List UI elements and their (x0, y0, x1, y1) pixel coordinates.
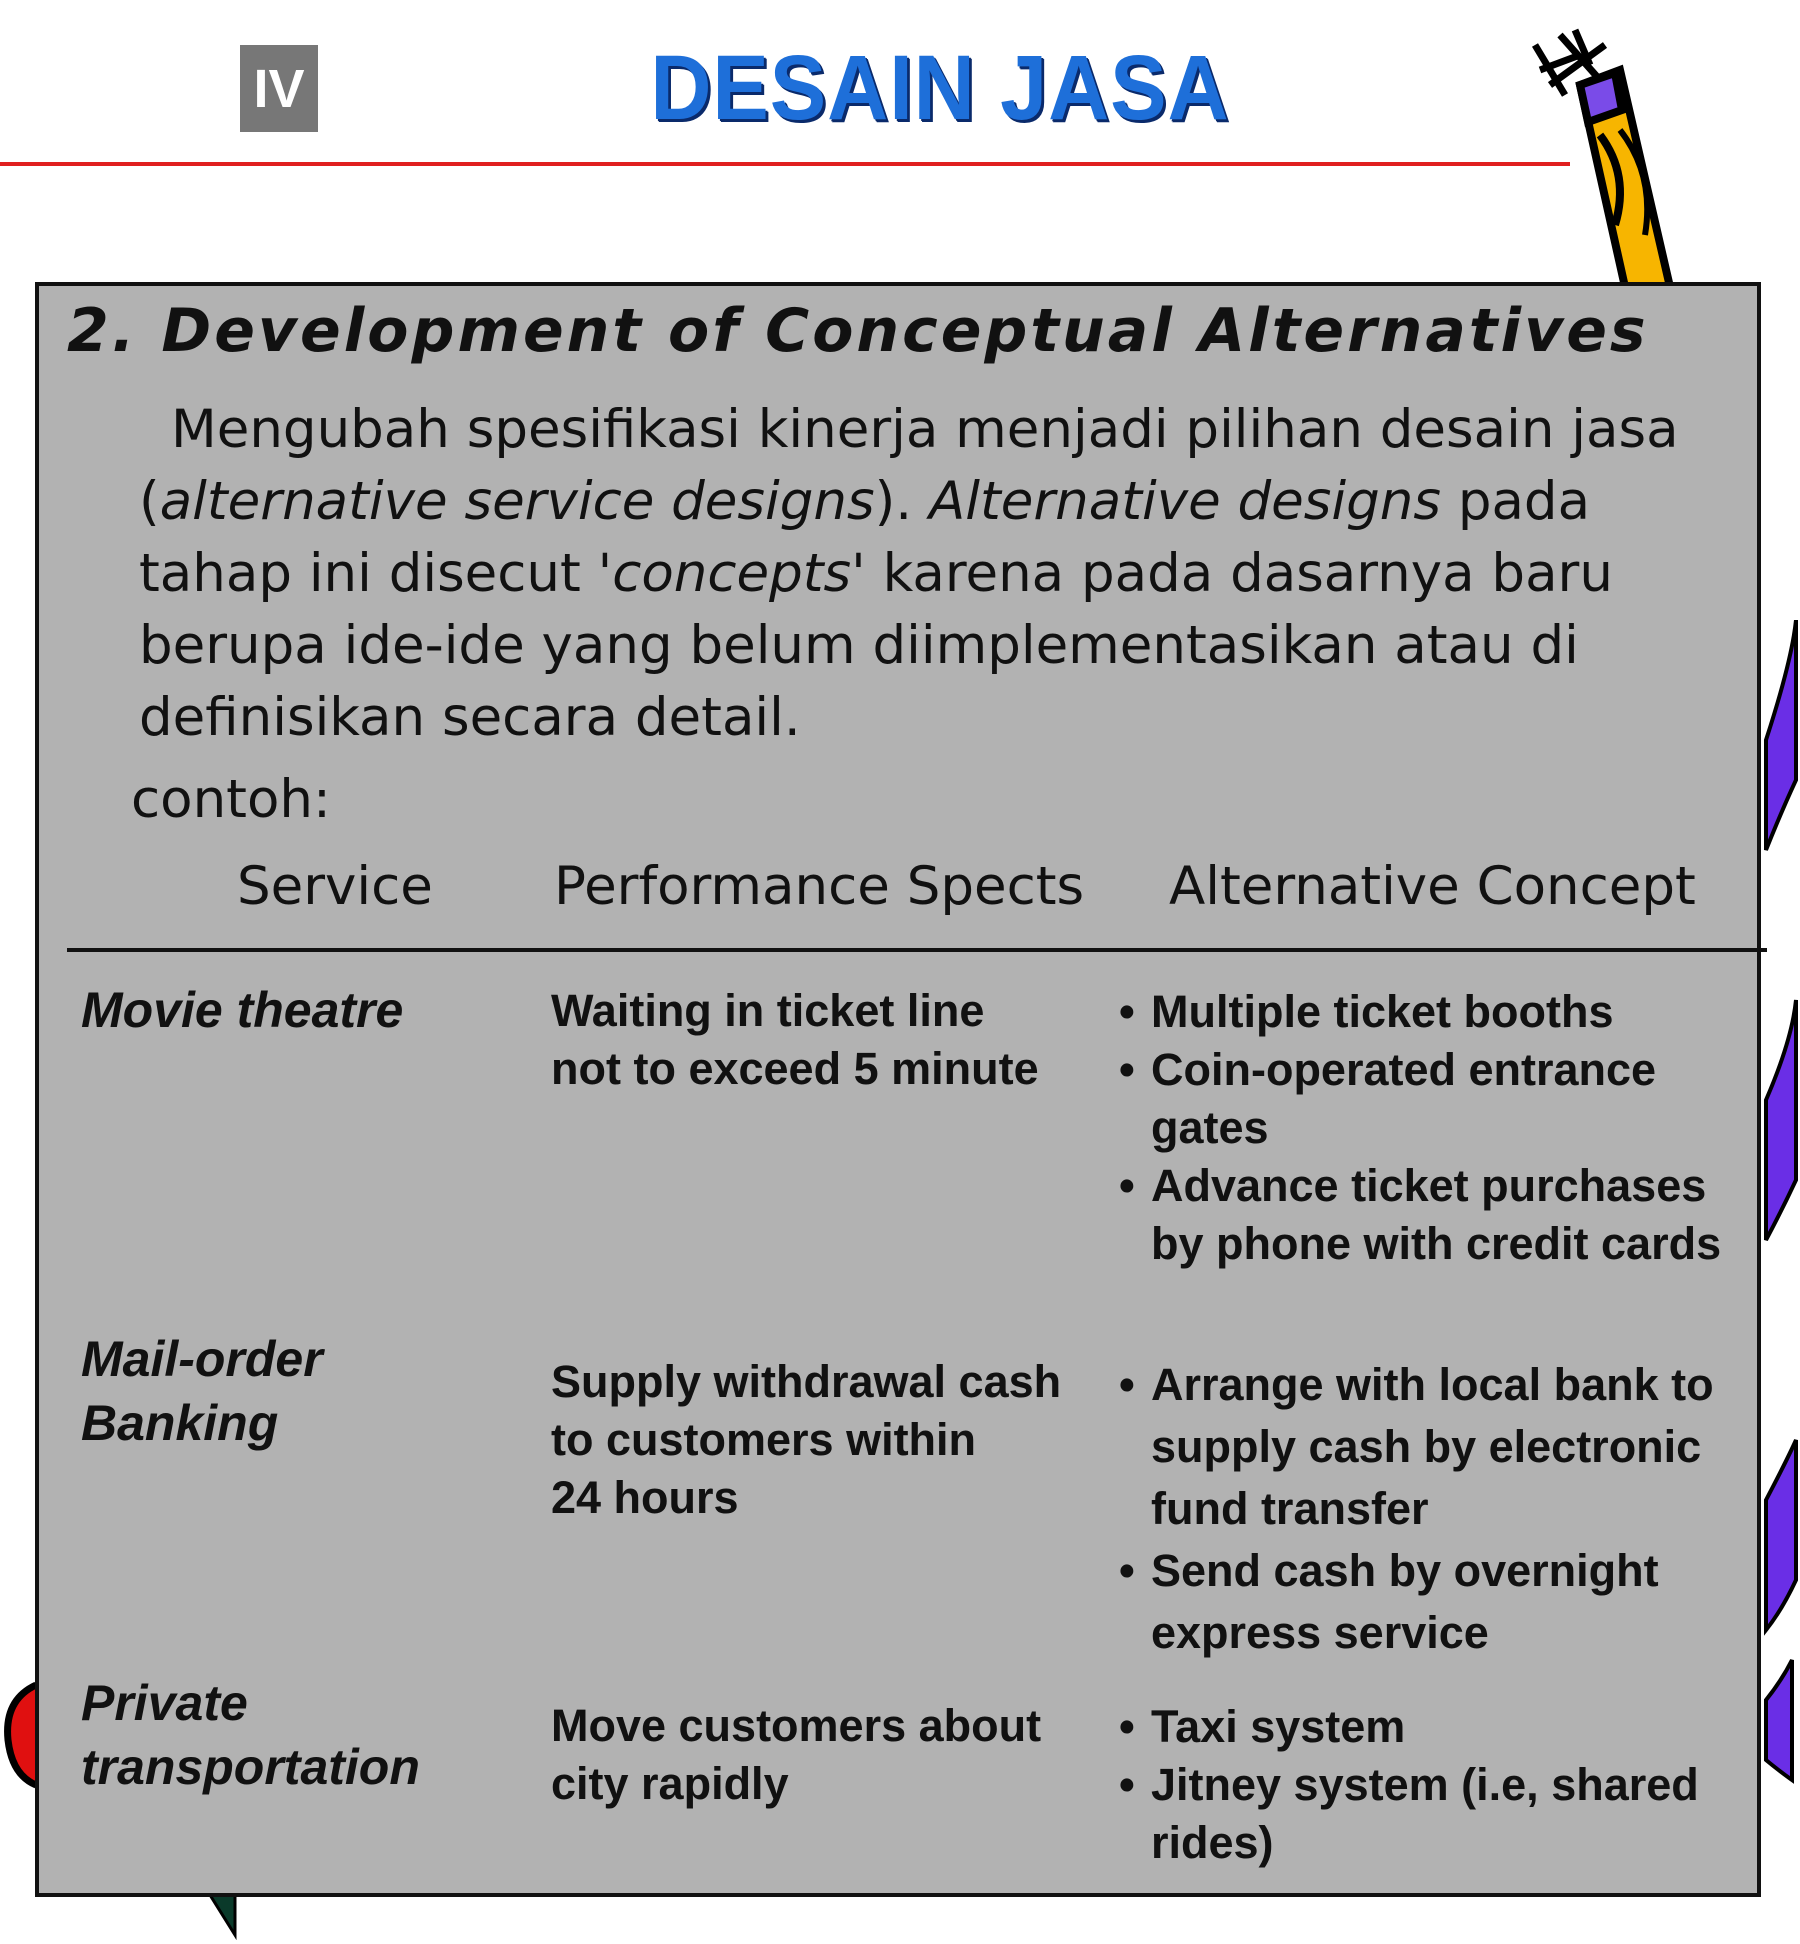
page-title: DESAIN JASA (650, 37, 1230, 139)
red-shape-decoration (0, 1680, 40, 1790)
list-item: • Taxi system (1119, 1698, 1759, 1756)
list-item: • Send cash by overnight express service (1119, 1540, 1759, 1664)
purple-stroke-decoration (1762, 620, 1800, 1800)
dark-tail-decoration (205, 1895, 245, 1940)
table-row-alternatives (1119, 983, 1759, 1273)
column-header-service: Service (237, 856, 433, 917)
list-item: • Jitney system (i.e, shared rides) (1119, 1756, 1759, 1872)
column-header-performance: Performance Spects (554, 856, 1085, 917)
table-row-spec: Waiting in ticket line not to exceed 5 minute (551, 985, 1039, 1094)
section-number-badge: IV (240, 45, 318, 132)
section-heading: 2. Development of Conceptual Alternatives (67, 296, 1649, 366)
pencil-icon (1520, 25, 1720, 287)
table-row-alternatives (1119, 1354, 1759, 1664)
table-row-service: Mail-order Banking (81, 1331, 323, 1451)
list-item: • Coin-operated entrance gates (1119, 1041, 1759, 1157)
content-panel (35, 282, 1761, 1897)
table-row-alternatives (1119, 1698, 1759, 1872)
section-description: Mengubah spesifikasi kinerja menjadi pilihan desain jasa (alternative service designs). Alternative designs pada tahap ini disecut 'concepts' karena pada dasarnya baru berupa ide-ide yang belum diimplementasikan atau di definisikan secara detail. (139, 399, 1679, 748)
table-row-spec: Supply withdrawal cash to customers within 24 hours (551, 1356, 1062, 1523)
table-row-spec: Move customers about city rapidly (551, 1700, 1042, 1809)
list-item: • Multiple ticket booths (1119, 983, 1759, 1041)
list-item: • Advance ticket purchases by phone with credit cards (1119, 1157, 1759, 1273)
column-header-alternative: Alternative Concept (1169, 856, 1696, 917)
table-row-service: Movie theatre (81, 982, 404, 1038)
example-label: contoh: (131, 769, 331, 830)
table-header-divider (67, 948, 1767, 952)
list-item: • Arrange with local bank to supply cash by electronic fund transfer (1119, 1354, 1759, 1540)
title-divider (0, 162, 1570, 166)
table-row-service: Private transportation (81, 1675, 420, 1795)
